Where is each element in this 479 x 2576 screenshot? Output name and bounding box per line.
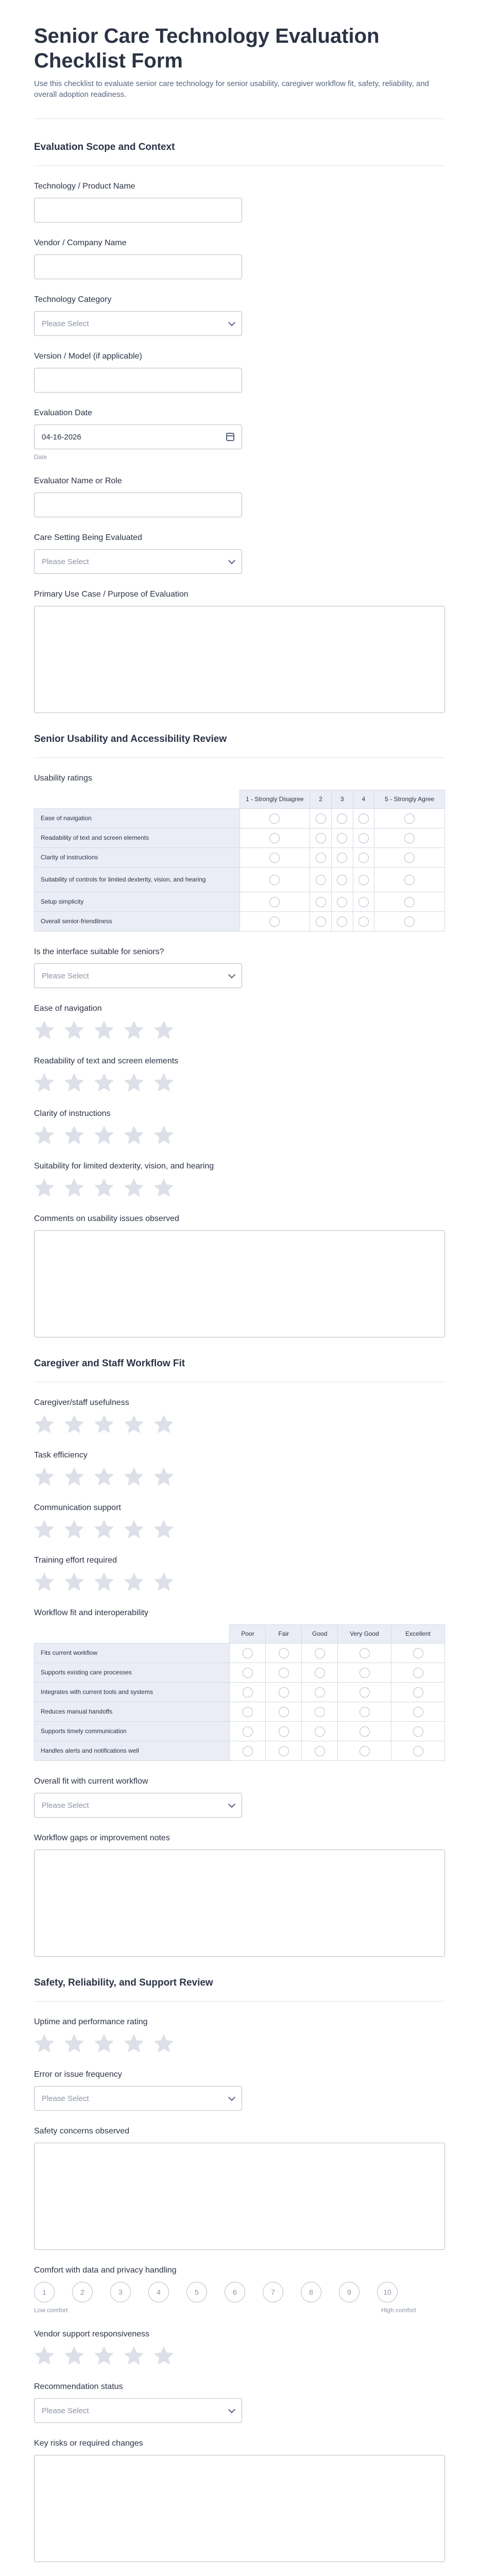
matrix-radio[interactable]: [358, 853, 369, 863]
key-risks-textarea[interactable]: [34, 2455, 445, 2562]
matrix-row-label: Reduces manual handoffs: [35, 1702, 230, 1722]
model-input[interactable]: [34, 368, 242, 393]
matrix-radio[interactable]: [358, 814, 369, 824]
use-case-label: Primary Use Case / Purpose of Evaluation: [34, 590, 189, 599]
star-icon[interactable]: [124, 2346, 144, 2366]
select-placeholder: Please Select: [42, 557, 89, 566]
form-header: [34, 0, 445, 119]
use-case-textarea[interactable]: [34, 606, 445, 713]
model-label: Version / Model (if applicable): [34, 352, 142, 361]
chevron-down-icon: [228, 2406, 235, 2413]
evaluation-date-field: [34, 393, 445, 461]
matrix-radio[interactable]: [404, 897, 415, 907]
matrix-row: [35, 1702, 445, 1722]
overall-fit-field: [34, 1761, 445, 1818]
star-rating: [34, 1467, 445, 1487]
star-icon[interactable]: [64, 1178, 84, 1198]
matrix-radio[interactable]: [360, 1746, 370, 1756]
scale-option[interactable]: 1: [34, 2282, 55, 2302]
model-field: [34, 336, 445, 393]
matrix-radio[interactable]: [316, 814, 326, 824]
star-icon[interactable]: [153, 1020, 174, 1041]
star-icon[interactable]: [124, 1020, 144, 1041]
matrix-radio[interactable]: [269, 853, 280, 863]
section-verdict-heading: [34, 2562, 445, 2576]
matrix-row: [35, 912, 445, 931]
matrix-row: [35, 868, 445, 892]
star-icon[interactable]: [34, 1414, 55, 1435]
star-icon[interactable]: [64, 1572, 84, 1592]
star-rating: [34, 1125, 445, 1146]
evaluation-date-label: Evaluation Date: [34, 409, 92, 417]
usability-matrix: [34, 790, 445, 931]
star-icon[interactable]: [34, 2033, 55, 2054]
star-rating: [34, 1414, 445, 1435]
matrix-column-header: 1 - Strongly Disagree: [239, 790, 310, 809]
matrix-radio[interactable]: [243, 1746, 253, 1756]
clarity-field: [34, 1093, 445, 1146]
usefulness-field: [34, 1382, 445, 1435]
scale-rating: [34, 2282, 445, 2302]
chevron-down-icon: [228, 557, 235, 564]
star-icon[interactable]: [94, 1414, 114, 1435]
scale-high-label: High comfort: [381, 2307, 416, 2314]
overall-fit-select[interactable]: [34, 1793, 242, 1818]
matrix-radio[interactable]: [358, 833, 369, 843]
star-icon[interactable]: [124, 1519, 144, 1540]
matrix-row-label: Readability of text and screen elements: [35, 828, 240, 848]
matrix-radio[interactable]: [337, 875, 347, 885]
matrix-column-header: Very Good: [338, 1625, 391, 1643]
star-icon[interactable]: [64, 1073, 84, 1093]
scale-option[interactable]: 6: [225, 2282, 245, 2302]
vendor-support-label: Vendor support responsiveness: [34, 2330, 150, 2338]
evaluation-date-input[interactable]: [34, 425, 242, 449]
product-name-input[interactable]: [34, 198, 242, 223]
training-field: [34, 1540, 445, 1592]
star-icon[interactable]: [94, 1467, 114, 1487]
star-icon[interactable]: [124, 1073, 144, 1093]
ease-navigation-label: Ease of navigation: [34, 1004, 102, 1013]
matrix-row-label: Ease of navigation: [35, 809, 240, 828]
star-icon[interactable]: [94, 2346, 114, 2366]
section-usability-heading: Senior Usability and Accessibility Review: [34, 713, 445, 758]
scale-option[interactable]: 2: [72, 2282, 93, 2302]
workflow-gaps-label: Workflow gaps or improvement notes: [34, 1834, 170, 1842]
evaluator-input[interactable]: [34, 493, 242, 517]
matrix-radio[interactable]: [269, 814, 280, 824]
star-rating: [34, 1020, 445, 1041]
matrix-radio[interactable]: [358, 897, 369, 907]
matrix-column-header: Poor: [230, 1625, 266, 1643]
star-rating: [34, 1519, 445, 1540]
matrix-radio[interactable]: [243, 1707, 253, 1717]
star-icon[interactable]: [124, 1178, 144, 1198]
use-case-field: [34, 574, 445, 713]
vendor-name-label: Vendor / Company Name: [34, 239, 127, 247]
matrix-radio[interactable]: [413, 1668, 423, 1678]
scale-option[interactable]: 3: [110, 2282, 131, 2302]
overall-fit-label: Overall fit with current workflow: [34, 1777, 148, 1786]
star-icon[interactable]: [94, 1125, 114, 1146]
star-icon[interactable]: [34, 1519, 55, 1540]
star-icon[interactable]: [153, 1178, 174, 1198]
uptime-field: [34, 2002, 445, 2054]
vendor-name-input[interactable]: [34, 255, 242, 279]
star-rating: [34, 2033, 445, 2054]
matrix-row: [35, 1663, 445, 1683]
evaluation-date-value: 04-16-2026: [42, 432, 81, 442]
suitability-label: Suitability for limited dexterity, vision, and hearing: [34, 1162, 214, 1171]
matrix-radio[interactable]: [243, 1726, 253, 1737]
matrix-radio[interactable]: [358, 875, 369, 885]
star-icon[interactable]: [124, 1414, 144, 1435]
star-icon[interactable]: [64, 1467, 84, 1487]
matrix-column-header: Fair: [266, 1625, 302, 1643]
star-icon[interactable]: [64, 1125, 84, 1146]
matrix-column-header: 2: [310, 790, 332, 809]
star-icon[interactable]: [64, 2346, 84, 2366]
error-frequency-label: Error or issue frequency: [34, 2070, 122, 2079]
interface-suitable-select[interactable]: [34, 963, 242, 988]
technology-category-select[interactable]: [34, 311, 242, 336]
scale-option[interactable]: 7: [263, 2282, 283, 2302]
matrix-column-header: 4: [353, 790, 374, 809]
star-icon[interactable]: [94, 1519, 114, 1540]
suitability-field: [34, 1146, 445, 1198]
privacy-comfort-field: [34, 2250, 445, 2314]
star-icon[interactable]: [34, 1073, 55, 1093]
technology-category-field: [34, 279, 445, 336]
matrix-row: [35, 828, 445, 848]
vendor-name-field: [34, 223, 445, 279]
matrix-radio[interactable]: [279, 1668, 289, 1678]
matrix-column-header: Good: [302, 1625, 338, 1643]
safety-concerns-textarea[interactable]: [34, 2143, 445, 2250]
matrix-column-header: 3: [331, 790, 353, 809]
matrix-row: [35, 892, 445, 912]
usability-comments-label: Comments on usability issues observed: [34, 1214, 179, 1223]
product-name-label: Technology / Product Name: [34, 182, 135, 191]
matrix-radio[interactable]: [404, 875, 415, 885]
safety-concerns-field: [34, 2111, 445, 2250]
workflow-gaps-textarea[interactable]: [34, 1850, 445, 1957]
key-risks-field: [34, 2423, 445, 2562]
matrix-radio[interactable]: [360, 1687, 370, 1698]
star-icon[interactable]: [94, 1020, 114, 1041]
scale-option[interactable]: 10: [377, 2282, 398, 2302]
matrix-radio[interactable]: [279, 1687, 289, 1698]
matrix-radio[interactable]: [315, 1687, 325, 1698]
matrix-radio[interactable]: [315, 1707, 325, 1717]
select-placeholder: Please Select: [42, 319, 89, 328]
interface-suitable-field: [34, 931, 445, 988]
star-icon[interactable]: [34, 1572, 55, 1592]
matrix-radio[interactable]: [279, 1648, 289, 1658]
star-icon[interactable]: [153, 2033, 174, 2054]
section-safety-heading: Safety, Reliability, and Support Review: [34, 1957, 445, 2002]
matrix-radio[interactable]: [316, 917, 326, 927]
matrix-radio[interactable]: [269, 917, 280, 927]
matrix-radio[interactable]: [337, 814, 347, 824]
star-rating: [34, 1178, 445, 1198]
star-rating: [34, 1073, 445, 1093]
matrix-radio[interactable]: [316, 897, 326, 907]
form-title: Senior Care Technology Evaluation Checklist Form: [34, 25, 380, 72]
matrix-radio[interactable]: [337, 853, 347, 863]
star-icon[interactable]: [94, 1178, 114, 1198]
star-icon[interactable]: [153, 1519, 174, 1540]
matrix-row: [35, 809, 445, 828]
star-icon[interactable]: [124, 1572, 144, 1592]
star-icon[interactable]: [64, 1414, 84, 1435]
star-icon[interactable]: [34, 1178, 55, 1198]
star-icon[interactable]: [153, 1467, 174, 1487]
care-setting-field: [34, 517, 445, 574]
matrix-row: [35, 848, 445, 868]
star-icon[interactable]: [64, 1519, 84, 1540]
star-rating: [34, 2346, 445, 2366]
recommendation-label: Recommendation status: [34, 2382, 123, 2391]
matrix-row-label: Overall senior-friendliness: [35, 912, 240, 931]
efficiency-label: Task efficiency: [34, 1451, 88, 1460]
key-risks-label: Key risks or required changes: [34, 2439, 143, 2448]
matrix-radio[interactable]: [360, 1648, 370, 1658]
scale-labels: [34, 2307, 416, 2314]
uptime-label: Uptime and performance rating: [34, 2018, 148, 2026]
select-placeholder: Please Select: [42, 2406, 89, 2415]
matrix-row-label: Supports existing care processes: [35, 1663, 230, 1683]
chevron-down-icon: [228, 971, 235, 978]
usability-comments-field: [34, 1198, 445, 1337]
matrix-radio[interactable]: [269, 833, 280, 843]
star-icon[interactable]: [34, 1467, 55, 1487]
star-icon[interactable]: [64, 2033, 84, 2054]
scale-option[interactable]: 8: [301, 2282, 321, 2302]
scale-low-label: Low comfort: [34, 2307, 68, 2314]
matrix-radio[interactable]: [243, 1648, 253, 1658]
matrix-radio[interactable]: [315, 1726, 325, 1737]
star-icon[interactable]: [94, 1572, 114, 1592]
star-icon[interactable]: [153, 1073, 174, 1093]
matrix-row-label: Supports timely communication: [35, 1722, 230, 1741]
matrix-radio[interactable]: [243, 1687, 253, 1698]
matrix-radio[interactable]: [316, 875, 326, 885]
matrix-radio[interactable]: [358, 917, 369, 927]
matrix-radio[interactable]: [360, 1668, 370, 1678]
workflow-matrix: [34, 1624, 445, 1761]
matrix-row-label: Setup simplicity: [35, 892, 240, 912]
star-icon[interactable]: [153, 1414, 174, 1435]
care-setting-select[interactable]: [34, 549, 242, 574]
vendor-support-field: [34, 2314, 445, 2366]
chevron-down-icon: [228, 2094, 235, 2101]
select-placeholder: Please Select: [42, 1801, 89, 1810]
matrix-radio[interactable]: [269, 897, 280, 907]
evaluator-label: Evaluator Name or Role: [34, 477, 122, 485]
evaluation-date-sublabel: Date: [34, 453, 47, 461]
matrix-corner: [35, 1625, 230, 1643]
star-icon[interactable]: [124, 1467, 144, 1487]
matrix-radio[interactable]: [413, 1687, 423, 1698]
matrix-radio[interactable]: [360, 1707, 370, 1717]
matrix-column-header: Excellent: [391, 1625, 445, 1643]
star-icon[interactable]: [94, 2033, 114, 2054]
matrix-radio[interactable]: [269, 875, 280, 885]
matrix-column-header: 5 - Strongly Agree: [374, 790, 445, 809]
star-icon[interactable]: [153, 2346, 174, 2366]
evaluator-field: [34, 461, 445, 517]
scale-option[interactable]: 5: [186, 2282, 207, 2302]
clarity-label: Clarity of instructions: [34, 1109, 111, 1118]
product-name-field: [34, 166, 445, 223]
matrix-radio[interactable]: [279, 1707, 289, 1717]
matrix-radio[interactable]: [337, 897, 347, 907]
matrix-radio[interactable]: [360, 1726, 370, 1737]
matrix-row: [35, 1741, 445, 1761]
matrix-radio[interactable]: [404, 814, 415, 824]
star-icon[interactable]: [34, 1125, 55, 1146]
readability-label: Readability of text and screen elements: [34, 1057, 179, 1065]
technology-category-label: Technology Category: [34, 295, 112, 304]
star-icon[interactable]: [34, 1020, 55, 1041]
matrix-corner: [35, 790, 240, 809]
matrix-radio[interactable]: [337, 833, 347, 843]
workflow-matrix-field: [34, 1592, 445, 1761]
star-icon[interactable]: [124, 1125, 144, 1146]
matrix-radio[interactable]: [315, 1668, 325, 1678]
workflow-matrix-label: Workflow fit and interoperability: [34, 1608, 149, 1617]
error-frequency-select[interactable]: [34, 2086, 242, 2111]
star-icon[interactable]: [94, 1073, 114, 1093]
matrix-radio[interactable]: [316, 853, 326, 863]
recommendation-field: [34, 2366, 445, 2423]
matrix-radio[interactable]: [413, 1726, 423, 1737]
usability-ratings-field: [34, 758, 445, 931]
ease-navigation-field: [34, 988, 445, 1041]
chevron-down-icon: [228, 319, 235, 326]
calendar-icon[interactable]: [226, 433, 234, 441]
star-rating: [34, 1572, 445, 1592]
scale-option[interactable]: 4: [148, 2282, 169, 2302]
communication-field: [34, 1487, 445, 1540]
scale-option[interactable]: 9: [339, 2282, 360, 2302]
workflow-gaps-field: [34, 1818, 445, 1957]
star-icon[interactable]: [64, 1020, 84, 1041]
matrix-radio[interactable]: [404, 853, 415, 863]
safety-concerns-label: Safety concerns observed: [34, 2127, 129, 2136]
matrix-radio[interactable]: [413, 1746, 423, 1756]
matrix-radio[interactable]: [243, 1668, 253, 1678]
matrix-radio[interactable]: [404, 917, 415, 927]
chevron-down-icon: [228, 1801, 235, 1808]
matrix-row-label: Clarity of instructions: [35, 848, 240, 868]
select-placeholder: Please Select: [42, 2094, 89, 2103]
select-placeholder: Please Select: [42, 971, 89, 980]
matrix-radio[interactable]: [337, 917, 347, 927]
interface-suitable-label: Is the interface suitable for seniors?: [34, 947, 164, 956]
privacy-comfort-label: Comfort with data and privacy handling: [34, 2266, 177, 2275]
matrix-radio[interactable]: [413, 1648, 423, 1658]
matrix-row-label: Handles alerts and notifications well: [35, 1741, 230, 1761]
care-setting-label: Care Setting Being Evaluated: [34, 533, 142, 542]
matrix-radio[interactable]: [315, 1648, 325, 1658]
matrix-row: [35, 1643, 445, 1663]
matrix-radio[interactable]: [413, 1707, 423, 1717]
matrix-radio[interactable]: [279, 1746, 289, 1756]
star-icon[interactable]: [153, 1572, 174, 1592]
matrix-row: [35, 1683, 445, 1702]
efficiency-field: [34, 1435, 445, 1487]
matrix-row: [35, 1722, 445, 1741]
section-workflow-heading: Caregiver and Staff Workflow Fit: [34, 1337, 445, 1382]
error-frequency-field: [34, 2054, 445, 2111]
matrix-row-label: Fits current workflow: [35, 1643, 230, 1663]
matrix-radio[interactable]: [315, 1746, 325, 1756]
usability-ratings-label: Usability ratings: [34, 774, 92, 783]
matrix-radio[interactable]: [404, 833, 415, 843]
matrix-row-label: Suitability of controls for limited dexterity, vision, and hearing: [35, 868, 240, 892]
star-icon[interactable]: [124, 2033, 144, 2054]
matrix-radio[interactable]: [279, 1726, 289, 1737]
usability-comments-textarea[interactable]: [34, 1230, 445, 1337]
matrix-radio[interactable]: [316, 833, 326, 843]
star-icon[interactable]: [153, 1125, 174, 1146]
star-icon[interactable]: [34, 2346, 55, 2366]
training-label: Training effort required: [34, 1556, 117, 1565]
form-subtitle: Use this checklist to evaluate senior care technology for senior usability, caregiver workflow fit, safety, reliability, and overall adoption readiness.: [34, 79, 430, 99]
matrix-row-label: Integrates with current tools and systems: [35, 1683, 230, 1702]
recommendation-select[interactable]: [34, 2398, 242, 2423]
communication-label: Communication support: [34, 1503, 121, 1512]
section-scope-heading: Evaluation Scope and Context: [34, 119, 445, 166]
readability-field: [34, 1041, 445, 1093]
usefulness-label: Caregiver/staff usefulness: [34, 1398, 129, 1407]
